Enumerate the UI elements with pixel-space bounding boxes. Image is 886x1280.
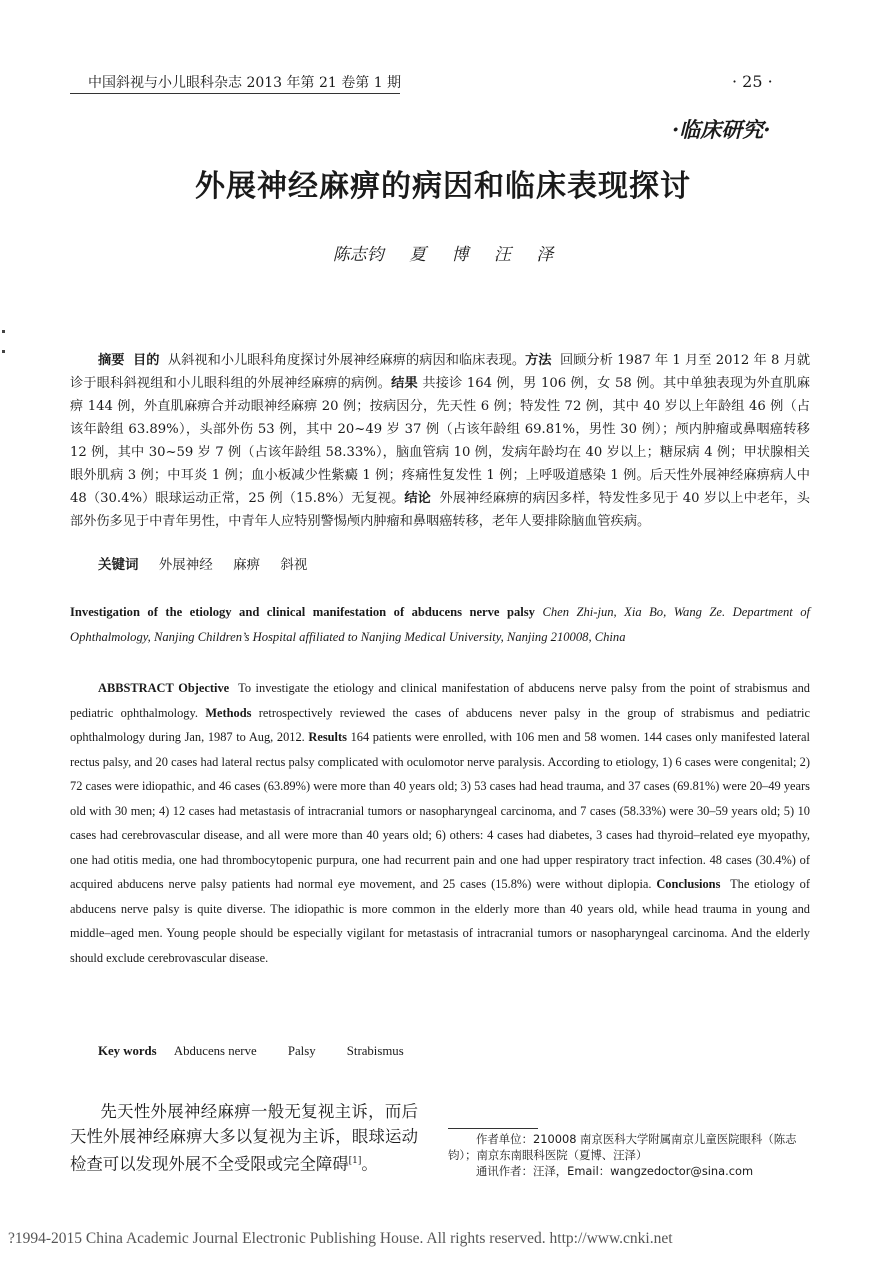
methods-label: 方法: [525, 353, 552, 368]
en-objective-label: Objective: [178, 681, 230, 695]
results-label: 结果: [391, 376, 418, 391]
results-text: 共接诊 164 例，男 106 例，女 58 例。其中单独表现为外直肌麻痹 144 例，外直肌麻痹合并动眼神经麻痹 20 例；按病因分，先天性 6 例；特发性 72 例，其中 40 岁以上年龄组 46 例（占该年龄组 63.89%），头部外伤 53 例，其中 20~49 岁 37 例（占该年龄组 69.81%，男性 30 例）；颅内肿瘤或鼻咽癌转移 12 例，其中 30~59 岁 7 例（占该年龄组 58.33%），脑血管病 10 例，发病年龄均在 40 岁以上；糖尿病 4 例；甲状腺相关眼外肌病 3 例；中耳炎 1 例；血小板减少性紫癜 1 例；疼痛性复发性 1 例；上呼吸道感染 1 例。后天性外展神经麻痹病人中 48（30.4%）眼球运动正常，25 例（15.8%）无复视。: [70, 376, 810, 506]
english-abstract: [70, 676, 810, 970]
english-title-block: [70, 600, 810, 650]
chinese-keywords: [98, 553, 323, 573]
authors: 陈志钧 夏 博 汪 泽: [332, 245, 554, 265]
body-text: 先天性外展神经麻痹一般无复视主诉，而后天性外展神经麻痹大多以复视为主诉，眼球运动检查可以发现外展不全受限或完全障碍: [70, 1102, 418, 1174]
body-paragraph: [70, 1100, 418, 1177]
en-abstract-label: ABBSTRACT: [98, 681, 174, 695]
footnote-rule: [448, 1128, 538, 1129]
article-title: 外展神经麻痹的病因和临床表现探讨: [195, 169, 691, 204]
english-title: Investigation of the etiology and clinical manifestation of abducens nerve palsy: [70, 605, 535, 619]
journal-header: 中国斜视与小儿眼科杂志 2013 年第 21 卷第 1 期: [88, 75, 402, 91]
conclusion-text: 外展神经麻痹的病因多样，特发性多见于 40 岁以上中老年，头部外伤多见于中青年男性，中青年人应特别警惕颅内肿瘤和鼻咽癌转移，老年人要排除脑血管疾病。: [70, 491, 810, 529]
citation-ref[interactable]: [1]: [348, 1156, 362, 1166]
keyword: 麻痹: [233, 557, 261, 573]
section-tag: ·临床研究·: [672, 117, 771, 142]
objective-label: 目的: [132, 353, 160, 368]
copyright-line: ?1994-2015 China Academic Journal Electronic Publishing House. All rights reserved. http://www.cnki.net: [8, 1230, 673, 1247]
en-methods-label: Methods: [205, 705, 252, 720]
en-keywords-label: Key words: [98, 1044, 157, 1058]
body-end: 。: [361, 1154, 378, 1174]
en-methods-text: retrospectively reviewed the cases of abducens never palsy in the group of strabismus and pediatric ophthalmology during Jan, 1987 to Aug, 2012.: [70, 705, 810, 744]
en-keyword: Strabismus: [346, 1044, 404, 1058]
english-affiliation: Department of Ophthalmology, Nanjing Children’s Hospital affiliated to Nanjing Medical University, Nanjing 210008, China: [70, 605, 811, 644]
en-objective-text: To investigate the etiology and clinical manifestation of abducens nerve palsy from the point of strabismus and pediatric ophthalmology.: [70, 681, 810, 720]
header-rule: [70, 93, 400, 94]
conclusion-label: 结论: [404, 491, 431, 506]
keywords-label: 关键词: [98, 557, 139, 573]
footnote: [448, 1131, 818, 1179]
english-keywords: [98, 1044, 418, 1059]
margin-mark: [2, 350, 5, 353]
en-conclusions-label: Conclusions: [656, 877, 721, 891]
page-number: · 25 ·: [732, 72, 773, 91]
keyword: 斜视: [280, 557, 308, 573]
en-results-label: Results: [308, 730, 347, 744]
en-keyword: Abducens nerve: [173, 1044, 257, 1058]
en-results-text: 164 patients were enrolled, with 106 men and 58 women. 144 cases only manifested lateral rectus palsy, and 20 cases had lateral rectus palsy complicated with oculomotor nerve paralysis. According to etiology, 1) 6 cases were congenital; 2) 72 cases were idiopathic, and 46 cases (63.89%) were more than 40 years old; 3) 53 cases had head trauma, and 37 cases (69.81%) were 20–49 years old with 30 men; 4) 12 cases had metastasis of intracranial tumors or nasopharyngeal carcinoma, and 7 cases (58.33%) were 30–59 years old; 5) 10 cases had cerebrovascular disease, and all were more than 40 years old; 6) others: 4 cases had diabetes, 3 cases had thyroid–related eye myopathy, one had otitis media, one had thrombocytopenic purpura, one had recurrent pain and one had upper respiratory tract infection. 48 cases (30.4%) of acquired abducens nerve palsy patients had normal eye movement, and 25 cases (15.8%) were without diplopia.: [70, 730, 810, 891]
corresponding-author: 通讯作者：汪泽，Email：wangzedoctor@sina.com: [476, 1164, 754, 1178]
chinese-abstract: [70, 349, 810, 533]
objective-text: 从斜视和小儿眼科角度探讨外展神经麻痹的病因和临床表现。: [167, 353, 526, 368]
en-conclusions-text: The etiology of abducens nerve palsy is quite diverse. The idiopathic is more common in the elderly more than 40 years old, while head trauma in young and middle–aged men. Young people should be especially vigilant for metastasis of intracranial tumors or nasopharyngeal carcinoma. And the elderly should exclude cerebrovascular disease.: [70, 877, 810, 965]
abstract-label: 摘要: [98, 353, 125, 368]
english-authors: Chen Zhi-jun, Xia Bo, Wang Ze.: [542, 605, 726, 619]
keyword: 外展神经: [158, 557, 213, 573]
author-affiliation: 作者单位：210008 南京医科大学附属南京儿童医院眼科（陈志钧）；南京东南眼科医院（夏博、汪泽）: [448, 1132, 797, 1162]
en-keyword: Palsy: [287, 1044, 316, 1058]
methods-text: 回顾分析 1987 年 1 月至 2012 年 8 月就诊于眼科斜视组和小儿眼科组的外展神经麻痹的病例。: [70, 353, 811, 391]
margin-mark: [2, 330, 5, 333]
